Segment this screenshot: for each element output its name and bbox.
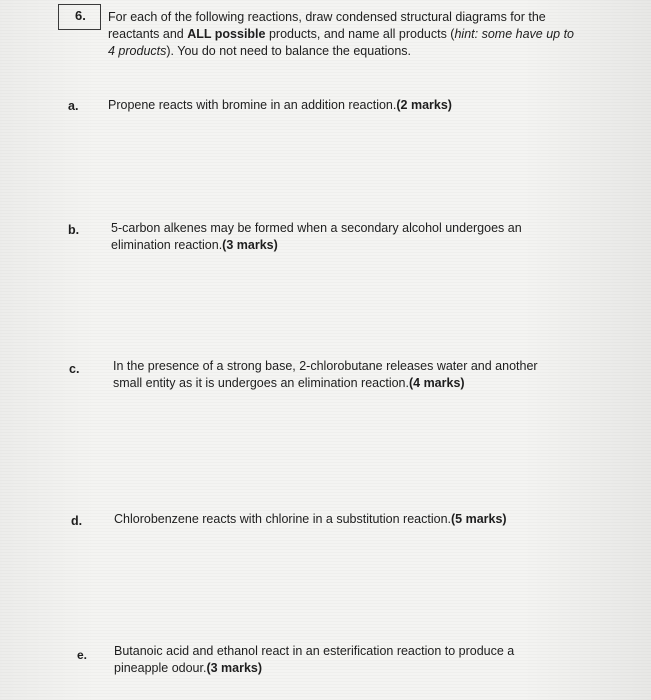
part-d-prompt: Chlorobenzene reacts with chlorine in a substitution reaction.: [114, 512, 451, 526]
part-b-letter: b.: [68, 223, 80, 237]
part-c-prompt: In the presence of a strong base, 2-chlorobutane releases water and another small entity as it is undergoes an elimination reaction.: [113, 359, 538, 390]
part-a-text: [108, 97, 558, 114]
question-box-divider: [100, 4, 101, 30]
part-c-letter: c.: [69, 362, 80, 376]
part-a-marks: (2 marks): [396, 98, 452, 112]
stem-text-1: For each of the following reactions, draw condensed structural diagrams for the reactants and: [108, 10, 546, 41]
part-d-marks: (5 marks): [451, 512, 507, 526]
part-e-letter: e.: [77, 648, 88, 662]
part-c-marks: (4 marks): [408, 376, 465, 390]
part-a-letter: a.: [68, 99, 79, 113]
stem-hint: hint: some have up to 4 products: [108, 27, 575, 58]
stem-text-2: products, and name all products (: [265, 27, 455, 41]
part-b-text: [111, 220, 551, 254]
question-stem: [108, 9, 578, 60]
part-c-text: [113, 358, 558, 392]
stem-text-3: ). You do not need to balance the equations.: [166, 44, 412, 58]
part-e-marks: (3 marks): [206, 661, 263, 675]
part-e-prompt: Butanoic acid and ethanol react in an esterification reaction to produce a pineapple odour.: [114, 644, 515, 675]
part-d-letter: d.: [71, 514, 83, 528]
question-number: 6.: [75, 8, 86, 23]
part-e-text: [114, 643, 544, 677]
part-d-text: [114, 511, 554, 528]
part-b-marks: (3 marks): [222, 238, 278, 252]
part-b-prompt: 5-carbon alkenes may be formed when a secondary alcohol undergoes an elimination reaction.: [111, 221, 522, 252]
part-a-prompt: Propene reacts with bromine in an addition reaction.: [108, 98, 397, 112]
stem-emphasis: ALL possible: [187, 27, 266, 41]
